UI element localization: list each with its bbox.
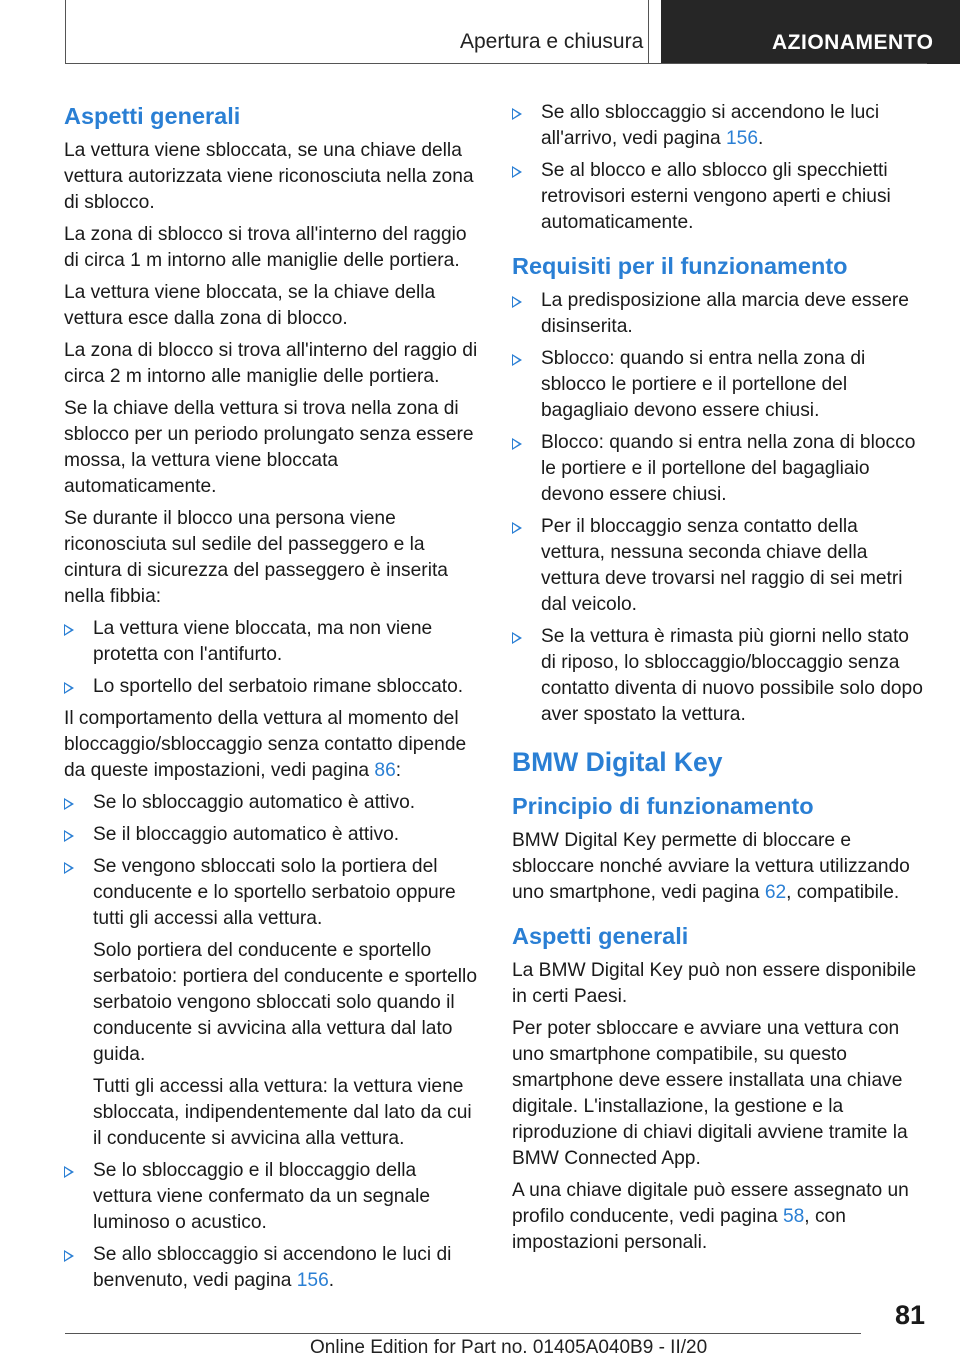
bullet-list xyxy=(64,616,478,700)
list-item: Se al blocco e allo sblocco gli specchietti retrovisori esterni vengono aperti e chiusi automaticamente. xyxy=(512,158,926,236)
header-section-title: Apertura e chiusura xyxy=(460,30,644,53)
list-item: Se la vettura è rimasta più giorni nello stato di riposo, lo sbloccaggio/bloccaggio senza contatto diventa di nuovo possibile solo dopo aver spostato la vettura. xyxy=(512,624,926,728)
paragraph: La vettura viene bloccata, se la chiave della vettura esce dalla zona di blocco. xyxy=(64,282,436,329)
triangle-bullet-icon xyxy=(512,108,522,120)
list-item: Se allo sbloccaggio si accendono le luci all'arrivo, vedi pagina 156. xyxy=(512,100,926,152)
heading-aspetti-generali: Aspetti generali xyxy=(64,103,241,129)
paragraph: La zona di sblocco si trova all'interno del raggio di circa 1 m intorno alle maniglie delle portiera. xyxy=(64,224,467,271)
triangle-bullet-icon xyxy=(512,354,522,366)
list-item: Per il bloccaggio senza contatto della vettura, nessuna seconda chiave della vettura deve trovarsi nel raggio di sei metri dal veicolo. xyxy=(512,514,926,618)
bullet-list xyxy=(512,288,926,728)
bullet-list xyxy=(64,1158,478,1294)
page-link-156[interactable]: 156 xyxy=(296,1270,329,1291)
heading-aspetti-generali-2: Aspetti generali xyxy=(512,923,689,949)
paragraph: Per poter sbloccare e avviare una vettura con uno smartphone compatibile, su questo smartphone deve essere installata una chiave digitale. L'installazione, la gestione e la riproduzione di chiavi digitali avviene tramite la BMW Connected App. xyxy=(512,1018,908,1169)
bullet-list xyxy=(512,100,926,236)
triangle-bullet-icon xyxy=(64,830,74,842)
footer-rule xyxy=(65,1333,861,1334)
header-rule xyxy=(65,63,927,64)
paragraph: A una chiave digitale può essere assegnato un profilo conducente, vedi pagina 58, con impostazioni personali. xyxy=(512,1180,909,1253)
list-item: Se lo sbloccaggio automatico è attivo. xyxy=(64,790,478,816)
heading-bmw-digital-key: BMW Digital Key xyxy=(512,747,723,777)
paragraph: BMW Digital Key permette di bloccare e sbloccare nonché avviare la vettura utilizzando uno smartphone, vedi pagina 62, compatibile. xyxy=(512,830,910,903)
header-chapter-tab xyxy=(661,0,960,64)
list-item: La vettura viene bloccata, ma non viene protetta con l'antifurto. xyxy=(64,616,478,668)
paragraph: Se la chiave della vettura si trova nella zona di sblocco per un periodo prolungato senza essere mossa, la vettura viene bloccata automaticamente. xyxy=(64,398,474,497)
heading-principio: Principio di funzionamento xyxy=(512,793,814,819)
right-column xyxy=(512,100,926,1262)
footer-edition: Online Edition for Part no. 01405A040B9 - II/20 xyxy=(310,1337,708,1358)
triangle-bullet-icon xyxy=(64,624,74,636)
triangle-bullet-icon xyxy=(512,632,522,644)
paragraph: Se durante il blocco una persona viene riconosciuta sul sedile del passeggero e la cintura di sicurezza del passeggero è inserita nella fibbia: xyxy=(64,508,448,607)
page-link-58[interactable]: 58 xyxy=(782,1206,805,1227)
list-item: Sblocco: quando si entra nella zona di sblocco le portiere e il portellone del bagagliaio devono essere chiusi. xyxy=(512,346,926,424)
sub-paragraph: Tutti gli accessi alla vettura: la vettura viene sbloccata, indipendentemente dal lato da cui il conducente si avvicina alla vettura. xyxy=(93,1076,472,1149)
triangle-bullet-icon xyxy=(512,438,522,450)
list-item: Se il bloccaggio automatico è attivo. xyxy=(64,822,478,848)
list-item: Se vengono sbloccati solo la portiera del conducente e lo sportello serbatoio oppure tutti gli accessi alla vettura. xyxy=(64,854,478,932)
list-item: Se lo sbloccaggio e il bloccaggio della vettura viene confermato da un segnale luminoso o acustico. xyxy=(64,1158,478,1236)
bullet-list xyxy=(64,790,478,932)
triangle-bullet-icon xyxy=(64,798,74,810)
triangle-bullet-icon xyxy=(512,522,522,534)
paragraph: La BMW Digital Key può non essere disponibile in certi Paesi. xyxy=(512,960,917,1007)
triangle-bullet-icon xyxy=(512,166,522,178)
sub-paragraph: Solo portiera del conducente e sportello serbatoio: portiera del conducente e sportello serbatoio vengono sbloccati solo quando il conducente si avvicina alla vettura dal lato guida. xyxy=(93,940,477,1065)
triangle-bullet-icon xyxy=(64,862,74,874)
left-column xyxy=(64,100,478,1300)
paragraph: Il comportamento della vettura al momento del bloccaggio/sbloccaggio senza contatto dipende da queste impostazioni, vedi pagina 86: xyxy=(64,708,467,781)
triangle-bullet-icon xyxy=(64,1166,74,1178)
page-link-156[interactable]: 156 xyxy=(725,128,758,149)
triangle-bullet-icon xyxy=(512,296,522,308)
heading-requisiti: Requisiti per il funzionamento xyxy=(512,253,848,279)
page-link-62[interactable]: 62 xyxy=(764,882,787,903)
triangle-bullet-icon xyxy=(64,682,74,694)
header-chapter-label: AZIONAMENTO xyxy=(772,31,934,54)
list-item: Blocco: quando si entra nella zona di blocco le portiere e il portellone del bagagliaio devono essere chiusi. xyxy=(512,430,926,508)
page-link-86[interactable]: 86 xyxy=(374,760,396,781)
list-item: Lo sportello del serbatoio rimane sbloccato. xyxy=(64,674,478,700)
list-item: Se allo sbloccaggio si accendono le luci di benvenuto, vedi pagina 156. xyxy=(64,1242,478,1294)
page-number: 81 xyxy=(895,1300,926,1330)
triangle-bullet-icon xyxy=(64,1250,74,1262)
paragraph: La zona di blocco si trova all'interno del raggio di circa 2 m intorno alle maniglie delle portiera. xyxy=(64,340,478,387)
list-item: La predisposizione alla marcia deve essere disinserita. xyxy=(512,288,926,340)
paragraph: La vettura viene sbloccata, se una chiave della vettura autorizzata viene riconosciuta nella zona di sblocco. xyxy=(64,140,474,213)
